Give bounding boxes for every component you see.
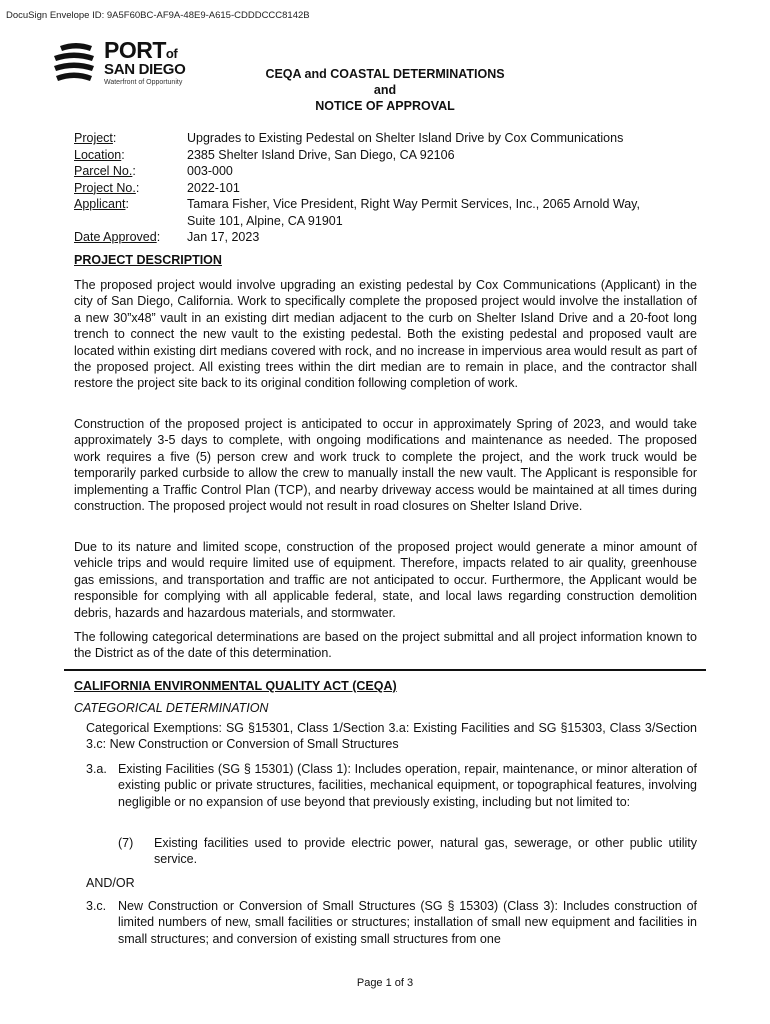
project-label: Project <box>74 131 113 145</box>
title-line-3: NOTICE OF APPROVAL <box>315 99 455 113</box>
sub-item-7 <box>118 835 697 868</box>
date-approved-value: Jan 17, 2023 <box>187 230 260 244</box>
logo-san-diego-text: SAN DIEGO <box>104 61 186 78</box>
parcel-value: 003-000 <box>187 164 233 178</box>
item-3c <box>86 898 697 947</box>
date-approved-label: Date Approved <box>74 230 157 244</box>
logo-tagline: Waterfront of Opportunity <box>104 79 183 86</box>
applicant-label: Applicant <box>74 197 126 211</box>
parcel-label: Parcel No. <box>74 164 133 178</box>
project-value: Upgrades to Existing Pedestal on Shelter Island Drive by Cox Communications <box>187 131 624 145</box>
item-3c-number: 3.c. <box>86 899 107 913</box>
applicant-value-cont: Suite 101, Alpine, CA 91901 <box>187 213 343 228</box>
item-3a-number: 3.a. <box>86 762 107 776</box>
docusign-envelope-id: DocuSign Envelope ID: 9A5F60BC-AF9A-48E9-A615-CDDDCCC8142B <box>6 10 310 21</box>
location-label: Location <box>74 147 122 162</box>
logo-port-text: PORTof <box>104 37 178 63</box>
location-row: Location: 2385 Shelter Island Drive, San Diego, CA 92106 <box>74 147 697 164</box>
sub-item-7-number: (7) <box>118 836 134 850</box>
categorical-determination-heading: CATEGORICAL DETERMINATION <box>74 701 269 715</box>
description-paragraph-4: The following categorical determinations are based on the project submittal and all project information known to the District as of the date of this determination. <box>74 630 697 661</box>
project-number-row: Project No.: 2022-101 <box>74 180 697 197</box>
project-description-heading: PROJECT DESCRIPTION <box>74 253 222 267</box>
description-paragraph-1: The proposed project would involve upgrading an existing pedestal by Cox Communications (Applicant) in the city of San Diego, California. Work to specifically complete the proposed project would involve the installation of a new 30”x48” vault in an existing dirt median adjacent to the curb on Shelter Island Drive and a 20-foot long trench to connect the new vault to the existing pedestal. Both the existing pedestal and proposed vault are located within existing dirt medians covered with rock, and no increase in impervious area would result as part of the proposed project. All existing trees within the dirt median are to remain in place, and the contractor shall restore the project site back to its original condition following completion of work. <box>74 278 697 391</box>
item-3c-text: New Construction or Conversion of Small Structures (SG § 15303) (Class 3): Includes construction of limited numbers of new, small facilities or structures; installation of small new equipment and facilities in small structures; and conversion of existing small structures from one <box>118 899 697 946</box>
categorical-exemptions: Categorical Exemptions: SG §15301, Class 1/Section 3.a: Existing Facilities and SG §15303, Class 3/Section 3.c: New Construction or Conversion of Small Structures <box>86 721 697 752</box>
section-divider <box>64 669 706 671</box>
item-3a-text: Existing Facilities (SG § 15301) (Class 1): Includes operation, repair, maintenance, or minor alteration of existing public or private structures, facilities, mechanical equipment, or topographical features, involving negligible or no expansion of use beyond that previously existing, including but not limited to: <box>118 762 697 809</box>
parcel-row: Parcel No.: 003-000 <box>74 163 697 180</box>
ceqa-heading: CALIFORNIA ENVIRONMENTAL QUALITY ACT (CEQA) <box>74 679 397 693</box>
project-number-value: 2022-101 <box>187 180 240 195</box>
page-number: Page 1 of 3 <box>356 977 414 989</box>
description-paragraph-2: Construction of the proposed project is anticipated to occur in approximately Spring of 2023, and would take approximately 3-5 days to complete, with ongoing modifications and maintenance as needed. The proposed work requires a five (5) person crew and work truck to complete the project, and the work truck would be temporarily parked curbside to allow the crew to manually install the new vault. The Applicant is responsible for implementing a Traffic Control Plan (TCP), and nearby driveway access would be maintained at all times during construction. The proposed project would not result in road closures on Shelter Island Drive. <box>74 417 697 514</box>
item-3a <box>86 761 697 810</box>
project-info <box>74 130 697 246</box>
title-line-2: and <box>373 83 397 97</box>
applicant-row: Applicant: Tamara Fisher, Vice President, Right Way Permit Services, Inc., 2065 Arnold Way, <box>74 196 697 213</box>
and-or-text: AND/OR <box>86 876 135 890</box>
project-number-label: Project No. <box>74 180 136 195</box>
date-approved-row: Date Approved: Jan 17, 2023 <box>74 229 697 246</box>
title-line-1: CEQA and COASTAL DETERMINATIONS <box>265 67 505 81</box>
sub-item-7-text: Existing facilities used to provide electric power, natural gas, sewerage, or other public utility service. <box>154 836 697 867</box>
description-paragraph-3: Due to its nature and limited scope, construction of the proposed project would generate a minor amount of vehicle trips and would require limited use of equipment. Therefore, impacts related to air quality, greenhouse gas emissions, and transportation and traffic are not anticipated to occur. Furthermore, the Applicant would be responsible for complying with all applicable federal, state, and local laws regarding construction demolition debris, hazards and hazardous materials, and stormwater. <box>74 540 697 620</box>
project-row: Project: Upgrades to Existing Pedestal on Shelter Island Drive by Cox Communications <box>74 130 697 147</box>
location-value: 2385 Shelter Island Drive, San Diego, CA 92106 <box>187 147 455 162</box>
applicant-row-cont <box>74 213 697 230</box>
applicant-value: Tamara Fisher, Vice President, Right Way Permit Services, Inc., 2065 Arnold Way, <box>187 197 640 211</box>
